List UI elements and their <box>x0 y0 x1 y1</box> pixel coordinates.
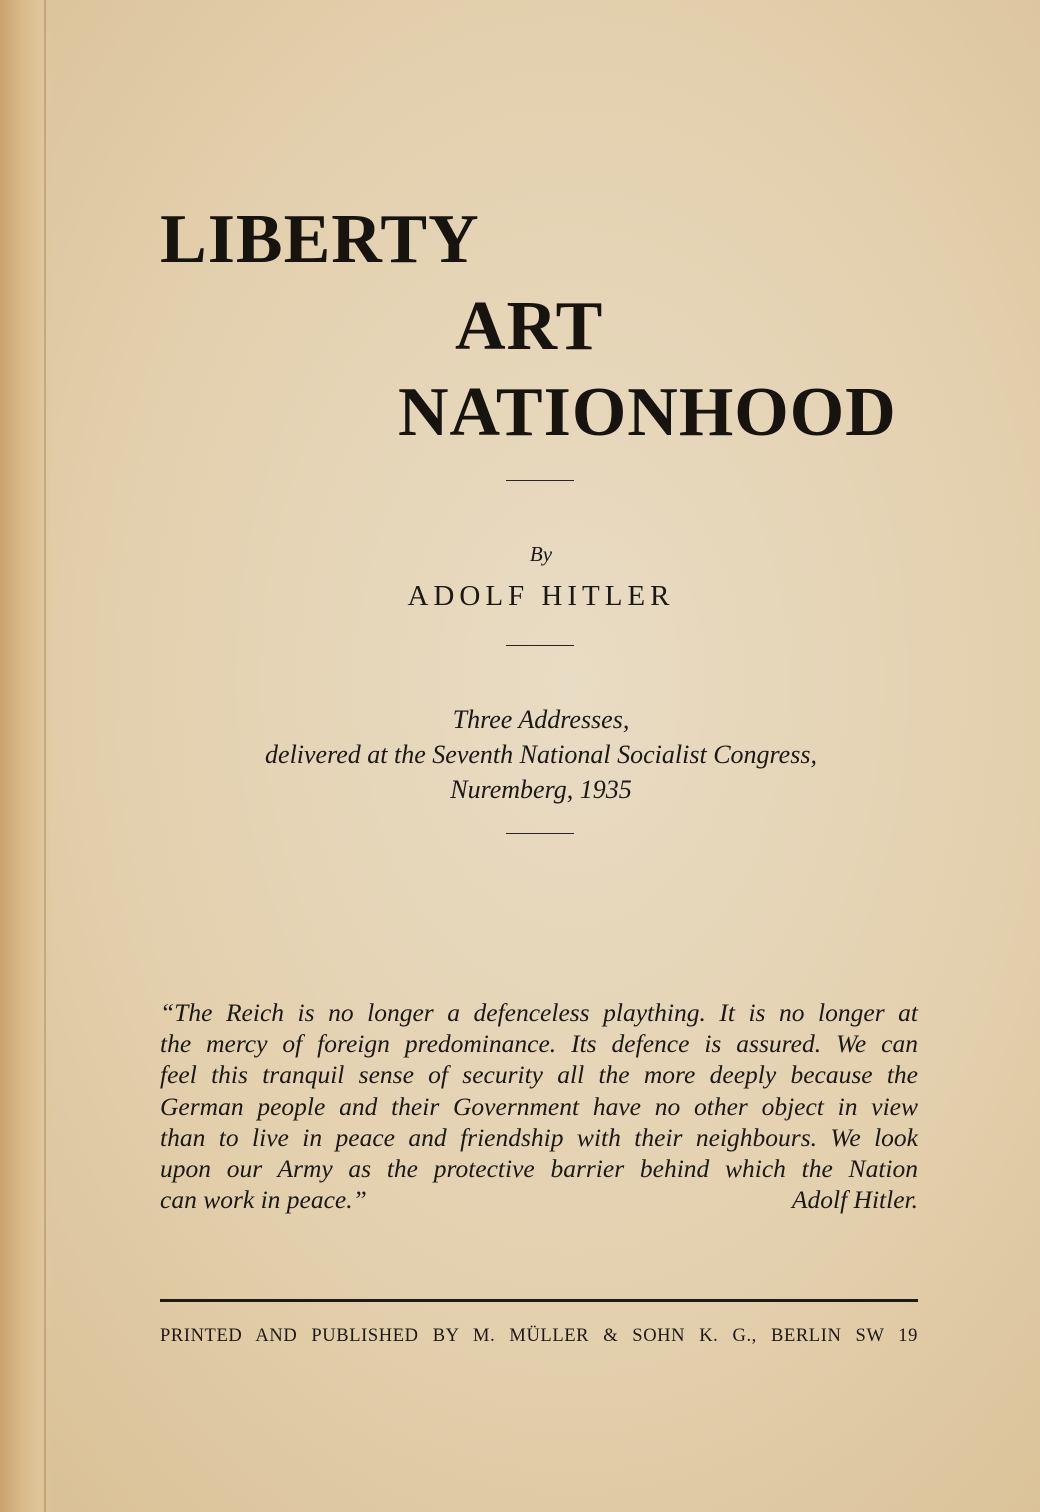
quote-line: upon our Army as the protective barrier behind which the Nation <box>160 1154 918 1184</box>
divider-rule <box>506 833 574 834</box>
quote-line: German people and their Government have no other object in view <box>160 1091 918 1121</box>
epigraph-quote <box>160 997 918 1215</box>
subtitle-line-1: Three Addresses, <box>452 705 630 734</box>
title-line-2: ART <box>455 288 604 365</box>
imprint-rule <box>160 1299 918 1302</box>
quote-last-line <box>160 1184 918 1215</box>
subtitle-line-3: Nuremberg, 1935 <box>450 775 632 804</box>
quote-line: the mercy of foreign predominance. Its defence is assured. We can <box>160 1029 918 1059</box>
title-line-1: LIBERTY <box>160 201 480 278</box>
divider-rule <box>506 480 574 481</box>
title-line-3: NATIONHOOD <box>398 374 897 451</box>
quote-line: than to live in peace and friendship with their neighbours. We look <box>160 1122 918 1152</box>
author-name: ADOLF HITLER <box>407 580 675 612</box>
quote-line: can work in peace.” <box>160 1185 367 1215</box>
quote-attribution: Adolf Hitler. <box>791 1185 918 1215</box>
quote-line: “The Reich is no longer a defenceless plaything. It is no longer at <box>160 998 918 1027</box>
quote-line: feel this tranquil sense of security all the more deeply because the <box>160 1060 918 1090</box>
subtitle-line-2: delivered at the Seventh National Socialist Congress, <box>265 740 817 769</box>
divider-rule <box>506 645 574 646</box>
byline-by: By <box>529 542 553 566</box>
publisher-imprint: PRINTED AND PUBLISHED BY M. MÜLLER & SOHN K. G., BERLIN SW 19 <box>160 1326 918 1346</box>
